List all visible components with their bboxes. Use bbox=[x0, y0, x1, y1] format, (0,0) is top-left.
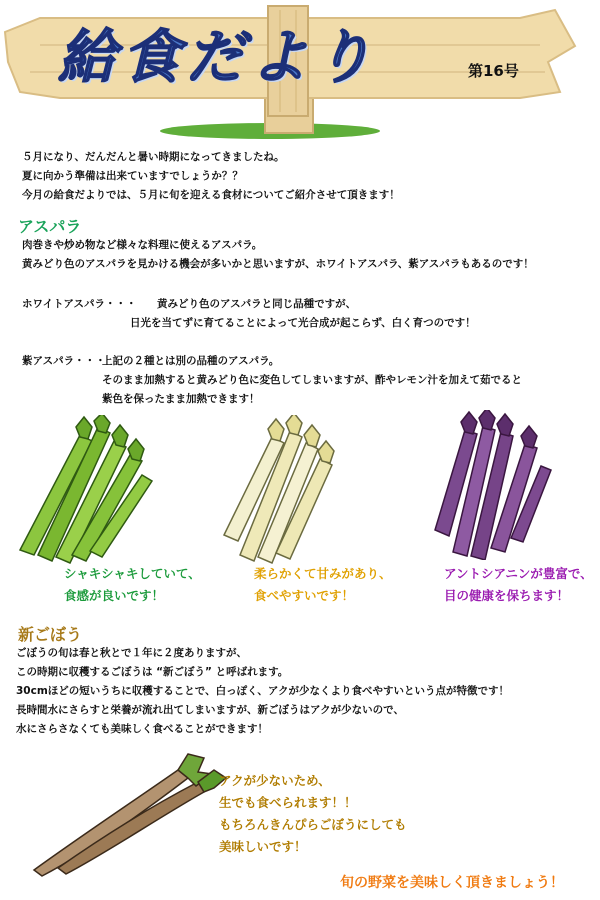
burdock-caption bbox=[219, 770, 407, 858]
intro-paragraph bbox=[22, 148, 400, 205]
intro-line: ５月になり、だんだんと暑い時期になってきましたね。 bbox=[22, 151, 285, 163]
burdock-paragraph bbox=[16, 644, 509, 739]
purple-asparagus-line: 上記の２種とは別の品種のアスパラ。 bbox=[102, 355, 280, 367]
burdock-illustration bbox=[28, 748, 228, 878]
footer-message: 旬の野菜を美味しく頂きましょう！ bbox=[340, 875, 564, 891]
issue-number: 第16号 bbox=[468, 62, 519, 80]
caption-line: アクが少ないため、 bbox=[219, 773, 331, 788]
caption-line: 美味しいです！ bbox=[219, 839, 307, 854]
asparagus-line: 黄みどり色のアスパラを見かける機会が多いかと思いますが、ホワイトアスパラ、紫アスパラもあるのです！ bbox=[22, 258, 534, 270]
purple-asparagus-illustration bbox=[425, 410, 555, 560]
white-asparagus-label: ホワイトアスパラ・・・ bbox=[22, 298, 137, 310]
caption-line: 食感が良いです！ bbox=[64, 588, 165, 603]
burdock-line: 長時間水にさらすと栄養が流れ出てしまいますが、新ごぼうはアクが少ないので、 bbox=[16, 704, 404, 716]
white-asparagus-line: 黄みどり色のアスパラと同じ品種ですが、 bbox=[157, 298, 357, 310]
caption-line: シャキシャキしていて、 bbox=[64, 566, 201, 581]
green-asparagus-caption bbox=[64, 563, 201, 607]
caption-line: 柔らかくて甘みがあり、 bbox=[254, 566, 392, 581]
white-asparagus-line: 日光を当てずに育てることによって光合成が起こらず、白く育つのです！ bbox=[130, 317, 476, 329]
asparagus-line: 肉巻きや炒め物など様々な料理に使えるアスパラ。 bbox=[22, 239, 263, 251]
burdock-heading: 新ごぼう bbox=[18, 625, 83, 644]
purple-asparagus-line: そのまま加熱すると黄みどり色に変色してしまいますが、酢やレモン汁を加えて茹でると bbox=[102, 374, 522, 386]
burdock-line: 水にさらさなくても美味しく食べることができます！ bbox=[16, 723, 268, 735]
caption-line: 生でも食べられます！！ bbox=[219, 795, 357, 810]
intro-line: 今月の給食だよりでは、５月に旬を迎える食材についてご紹介させて頂きます！ bbox=[22, 189, 400, 201]
caption-line: もちろんきんぴらごぼうにしても bbox=[219, 817, 407, 832]
purple-asparagus-line: 紫色を保ったまま加熱できます！ bbox=[102, 393, 260, 405]
burdock-line: ごぼうの旬は春と秋とで１年に２度ありますが、 bbox=[16, 647, 247, 659]
caption-line: 目の健康を保ちます！ bbox=[444, 588, 570, 603]
purple-asparagus-label: 紫アスパラ・・・ bbox=[22, 355, 106, 367]
newsletter-title: 給食だより bbox=[58, 23, 379, 91]
burdock-line: 30cmほどの短いうちに収穫することで、白っぽく、アクが少なくより食べやすいという点が特徴です！ bbox=[16, 685, 510, 697]
green-asparagus-illustration bbox=[10, 415, 160, 565]
asparagus-heading: アスパラ bbox=[18, 217, 82, 236]
intro-line: 夏に向かう準備は出来ていますでしょうか？？ bbox=[22, 170, 243, 182]
white-asparagus-caption bbox=[254, 563, 392, 607]
caption-line: 食べやすいです！ bbox=[254, 588, 355, 603]
asparagus-intro bbox=[22, 236, 534, 274]
caption-line: アントシアニンが豊富で、 bbox=[444, 566, 593, 581]
burdock-line: この時期に収穫するごぼうは “新ごぼう” と呼ばれます。 bbox=[16, 666, 289, 678]
white-asparagus-illustration bbox=[210, 415, 360, 565]
purple-asparagus-caption bbox=[444, 563, 593, 607]
